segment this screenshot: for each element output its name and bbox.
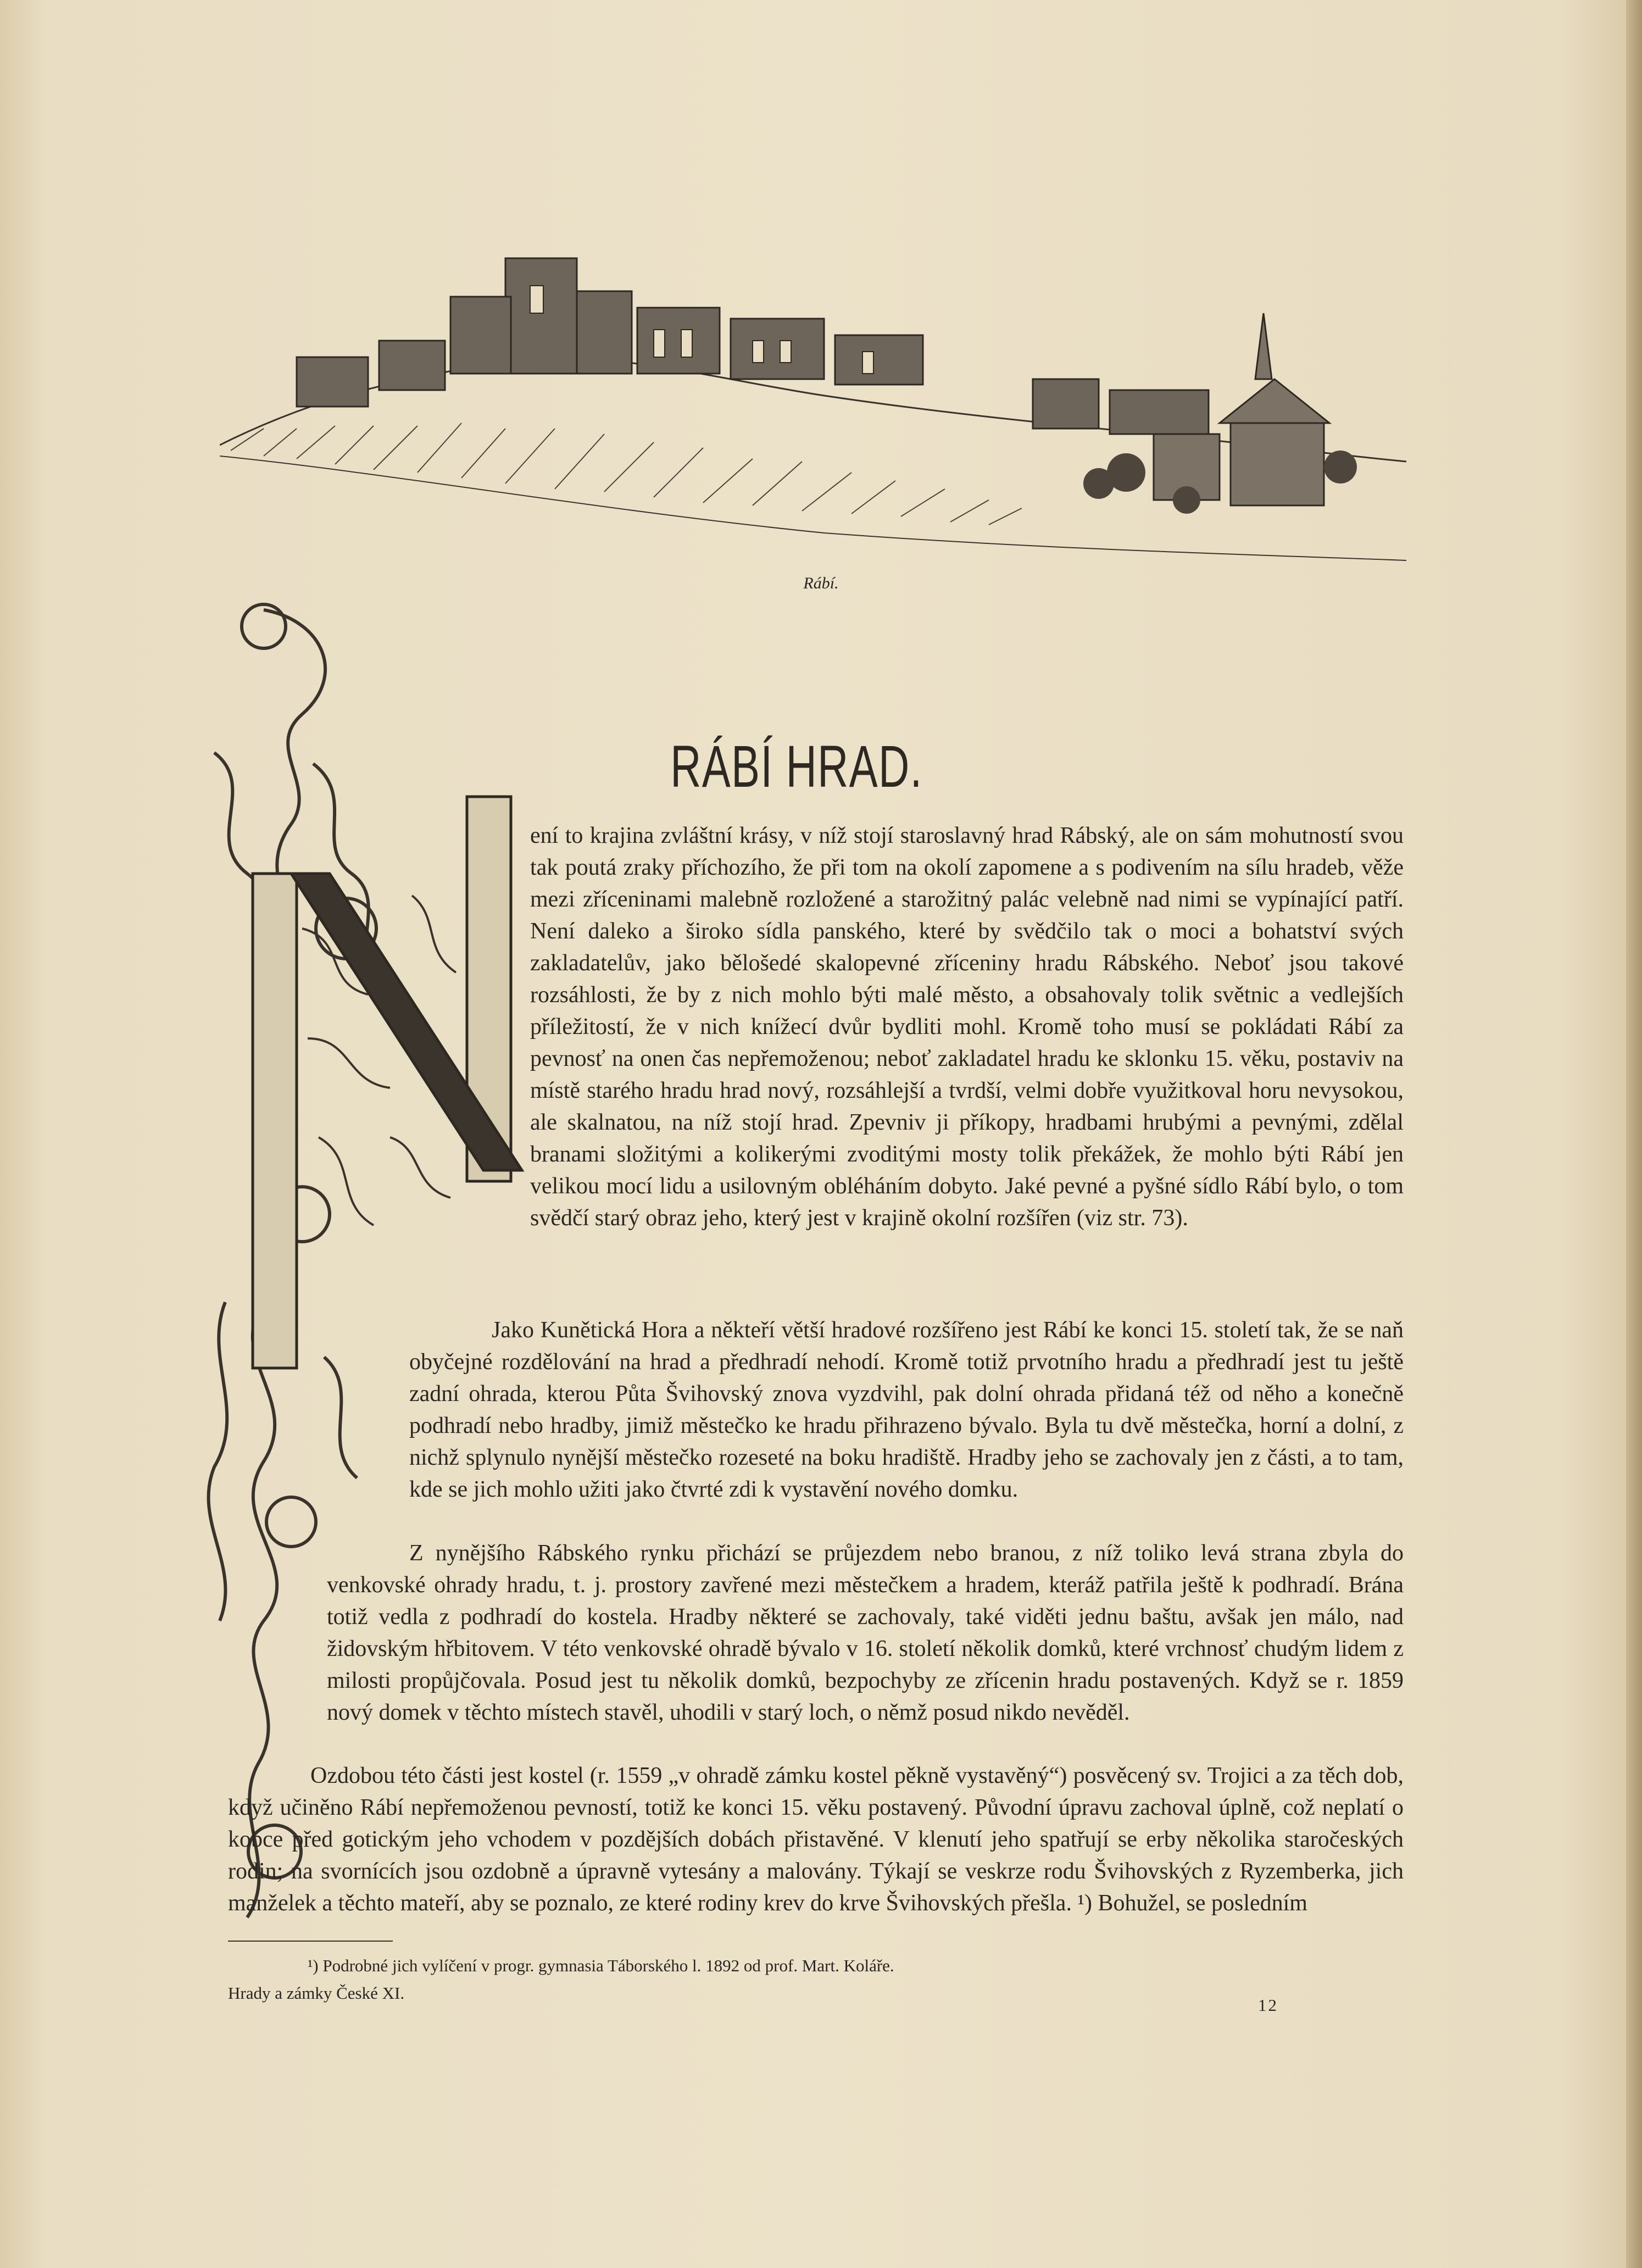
- paragraph-3-text: Z nynějšího Rábského rynku přichází se průjezdem nebo branou, z níž toliko levá strana zbyla do venkovské ohrady hradu, t. j. prostory zavřené mezi městečkem a hradem, kteráž patřila ještě k podhradí. Brána totiž vedla z podhradí do kostela. Hradby některé se zachovaly, také viděti jednu baštu, avšak jen málo, nad židovským hřbitovem. V této venkovské ohradě bývalo v 16. století několik domků, které vrchnosť chudým lidem z milosti propůjčovala. Posud jest tu několik domků, bezpochyby ze zřícenin hradu postavených. Když se r. 1859 nový domek v těchto místech stavěl, uhodili v starý loch, o němž posud nikdo nevěděl.: [327, 1541, 1404, 1725]
- paragraph-1: [530, 820, 1404, 1234]
- paragraph-3: [327, 1537, 1404, 1728]
- paragraph-4-text: Ozdobou této části jest kostel (r. 1559 „v ohradě zámku kostel pěkně vystavěný“) posvěcený sv. Trojici a za těch dob, když učiněno Rábí nepřemoženou pevností, totiž ke konci 15. věku postavený. Původní úpravu zachoval úplně, což neplatí o kobce před gotickým jeho vchodem v pozdějších dobách přistavěné. V klenutí jeho spatřují se erby několika staročeských rodin; na svornících jsou ozdobně a úpravně vytesány a malovány. Týkají se veskrze rodu Švihovských z Ryzemberka, jich manželek a těchto mateří, aby se poznalo, ze které rodiny krev do krve Švihovských přešla. ¹) Bohužel, se posledním: [228, 1763, 1404, 1916]
- paragraph-2: [409, 1314, 1404, 1505]
- paragraph-4: [228, 1760, 1404, 1919]
- page-number: 12: [1258, 1995, 1278, 2015]
- paragraph-2-text: Jako Kunětická Hora a někteří větší hradové rozšířeno jest Rábí ke konci 15. století tak, že se naň obyčejné rozdělování na hrad a předhradí nehodí. Kromě totiž prvotního hradu a předhradí jest tu ještě zadní ohrada, kterou Půta Švihovský znova vyzdvihl, pak dolní ohrada přidaná též od něho a konečně podhradí nebo hradby, jimiž městečko ke hradu přihrazeno bývalo. Byla tu dvě městečka, horní a dolní, z nichž splynulo nynější městečko rozeseté na boku hradiště. Hradby jeho se zachovaly jen z části, a to tam, kde se jich mohlo užiti jako čtvrté zdi k vystavění nového domku.: [409, 1318, 1404, 1502]
- illustration-caption: Rábí.: [803, 574, 839, 592]
- footnote: ¹) Podrobné jich vylíčení v progr. gymnasia Táborského l. 1892 od prof. Mart. Koláře.: [308, 1956, 894, 1975]
- castle-illustration: [220, 214, 1406, 566]
- page-title: RÁBÍ HRAD.: [670, 733, 923, 800]
- footnote-divider: [228, 1941, 393, 1942]
- page-edge: [1626, 0, 1642, 2268]
- paragraph-1-text: ení to krajina zvláštní krásy, v níž stojí staroslavný hrad Rábský, ale on sám mohutností svou tak poutá zraky příchozího, že při tom na okolí zapomene a s podivením na sílu hradeb, věže mezi zříceninami malebně rozložené a starožitný palác velebně nad nimi se vypínající patří. Není daleko a široko sídla panského, které by svědčilo tak o moci a bohatství svých zakladatelův, jako bělošedé skalopevné zříceniny hradu Rábského. Neboť jsou takové rozsáhlosti, že by z nich mohlo býti malé město, a obsahovaly tolik světnic a vedlejších příležitostí, že v nich knížecí dvůr bydliti mohl. Kromě toho musí se pokládati Rábí za pevnosť na onen čas nepřemoženou; neboť zakladatel hradu ke sklonku 15. věku, postaviv na místě starého hradu hrad nový, rozsáhlejší a tvrdší, velmi dobře využitkoval horu nevysokou, ale skalnatou, na níž stojí hrad. Zpevniv ji příkopy, hradbami hrubými a pevnými, zdělal branami složitými a kolikerými zvoditými mosty tolik překážek, že mohlo býti Rábí jen velikou mocí lidu a usilovným obléháním dobyto. Jaké pevné a pyšné sídlo Rábí bylo, o tom svědčí starý obraz jeho, který jest v krajině okolní rozšířen (viz str. 73).: [530, 823, 1404, 1231]
- footer-book-title: Hrady a zámky České XI.: [228, 1983, 405, 2003]
